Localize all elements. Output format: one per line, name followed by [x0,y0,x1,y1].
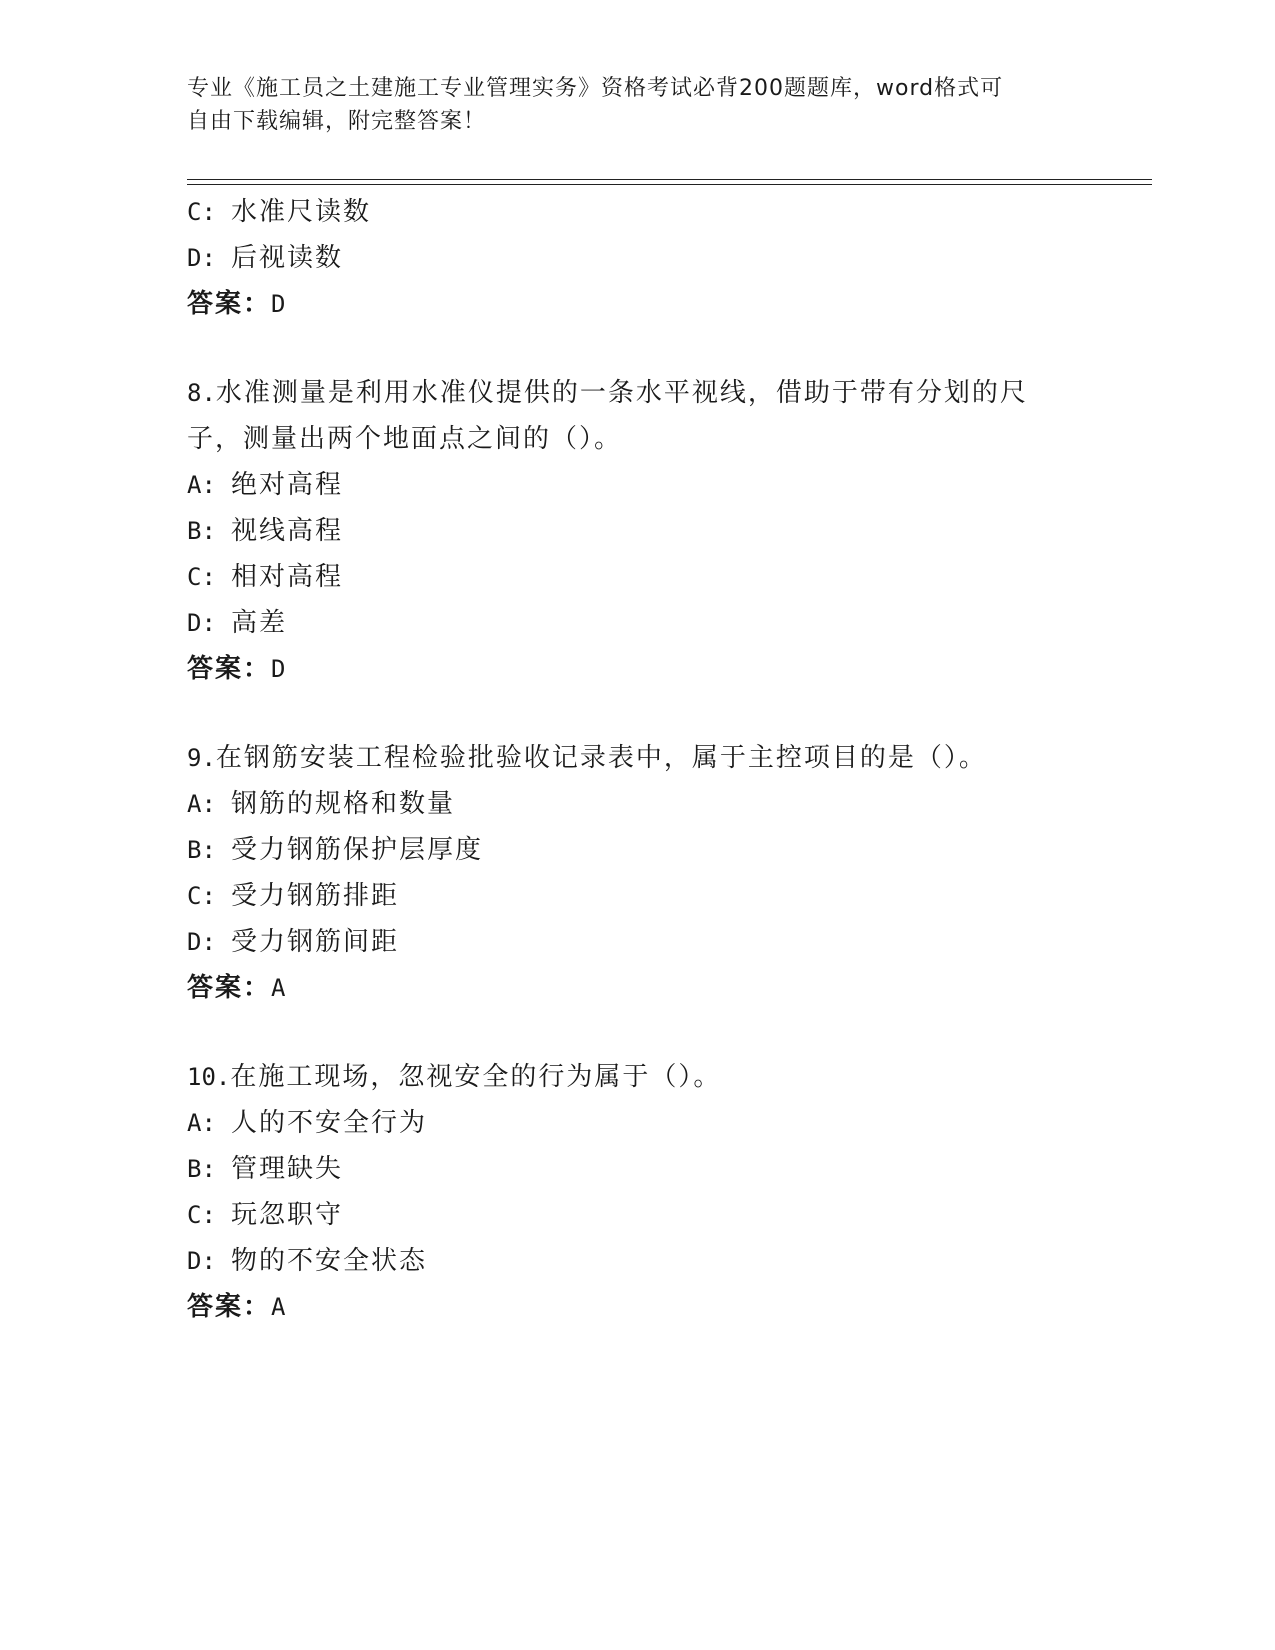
option-text: 视线高程 [231,516,344,546]
question-stem [187,735,1087,781]
option-letter: A: [187,471,216,499]
option-letter: A: [187,790,216,818]
answer-label: 答案： [187,654,272,684]
answer-value: D [271,290,286,318]
option-letter: C: [187,563,216,591]
option-line [187,508,1087,554]
answer-line [187,965,1087,1011]
option-line [187,827,1087,873]
option-text: 受力钢筋排距 [231,881,400,911]
question-stem-text: 水准测量是利用水准仪提供的一条水平视线，借助于带有分划的尺 [215,378,1028,408]
option-letter: A: [187,1109,216,1137]
answer-value: A [271,974,286,1002]
option-letter: C: [187,882,216,910]
option-text: 相对高程 [231,562,344,592]
question-list [187,189,1087,1330]
question-stem-text: 在施工现场，忽视安全的行为属于（）。 [230,1062,722,1092]
option-text: 受力钢筋保护层厚度 [231,835,484,865]
question-stem-continuation: 子，测量出两个地面点之间的（）。 [187,424,623,454]
option-line [187,919,1087,965]
header-divider-bottom [187,184,1152,185]
spacer [187,692,1087,735]
answer-line [187,281,1087,327]
question-block-10 [187,1054,1087,1330]
question-stem [187,1054,1087,1100]
option-line [187,189,1087,235]
question-number: 10. [187,1063,231,1091]
option-text: 钢筋的规格和数量 [231,789,456,819]
option-line [187,235,1087,281]
answer-label: 答案： [187,289,272,319]
question-number: 9. [187,744,216,772]
spacer [187,327,1087,370]
answer-value: A [271,1293,286,1321]
option-text: 管理缺失 [231,1154,344,1184]
option-text: 水准尺读数 [231,197,372,227]
header-title-line-2: 自由下载编辑，附完整答案！ [187,109,487,134]
option-line [187,873,1087,919]
option-line [187,554,1087,600]
answer-label: 答案： [187,1292,272,1322]
header-title-line-1: 专业《施工员之土建施工专业管理实务》资格考试必背200题题库，word格式可 [187,76,1004,101]
option-letter: C: [187,198,216,226]
option-line [187,1192,1087,1238]
spacer [187,1011,1087,1054]
question-stem [187,370,1087,416]
answer-line [187,1284,1087,1330]
answer-label: 答案： [187,973,272,1003]
question-block-prev [187,189,1087,327]
option-line [187,1100,1087,1146]
option-text: 后视读数 [231,243,344,273]
option-line [187,1238,1087,1284]
document-header [187,72,1067,138]
answer-value: D [271,655,286,683]
option-letter: B: [187,836,216,864]
option-letter: B: [187,1155,216,1183]
question-block-8 [187,370,1087,692]
option-line [187,781,1087,827]
option-text: 玩忽职守 [231,1200,344,1230]
option-letter: C: [187,1201,216,1229]
question-number: 8. [187,379,216,407]
option-text: 受力钢筋间距 [231,927,400,957]
question-stem-text: 在钢筋安装工程检验批验收记录表中，属于主控项目的是（）。 [215,743,987,773]
option-line [187,462,1087,508]
option-text: 绝对高程 [231,470,344,500]
option-text: 高差 [231,608,288,638]
option-line [187,600,1087,646]
option-letter: D: [187,1247,216,1275]
option-text: 人的不安全行为 [231,1108,428,1138]
question-block-9 [187,735,1087,1011]
option-letter: D: [187,244,216,272]
option-text: 物的不安全状态 [231,1246,428,1276]
option-letter: B: [187,517,216,545]
option-line [187,1146,1087,1192]
answer-line [187,646,1087,692]
header-divider-top [187,179,1152,180]
option-letter: D: [187,609,216,637]
option-letter: D: [187,928,216,956]
